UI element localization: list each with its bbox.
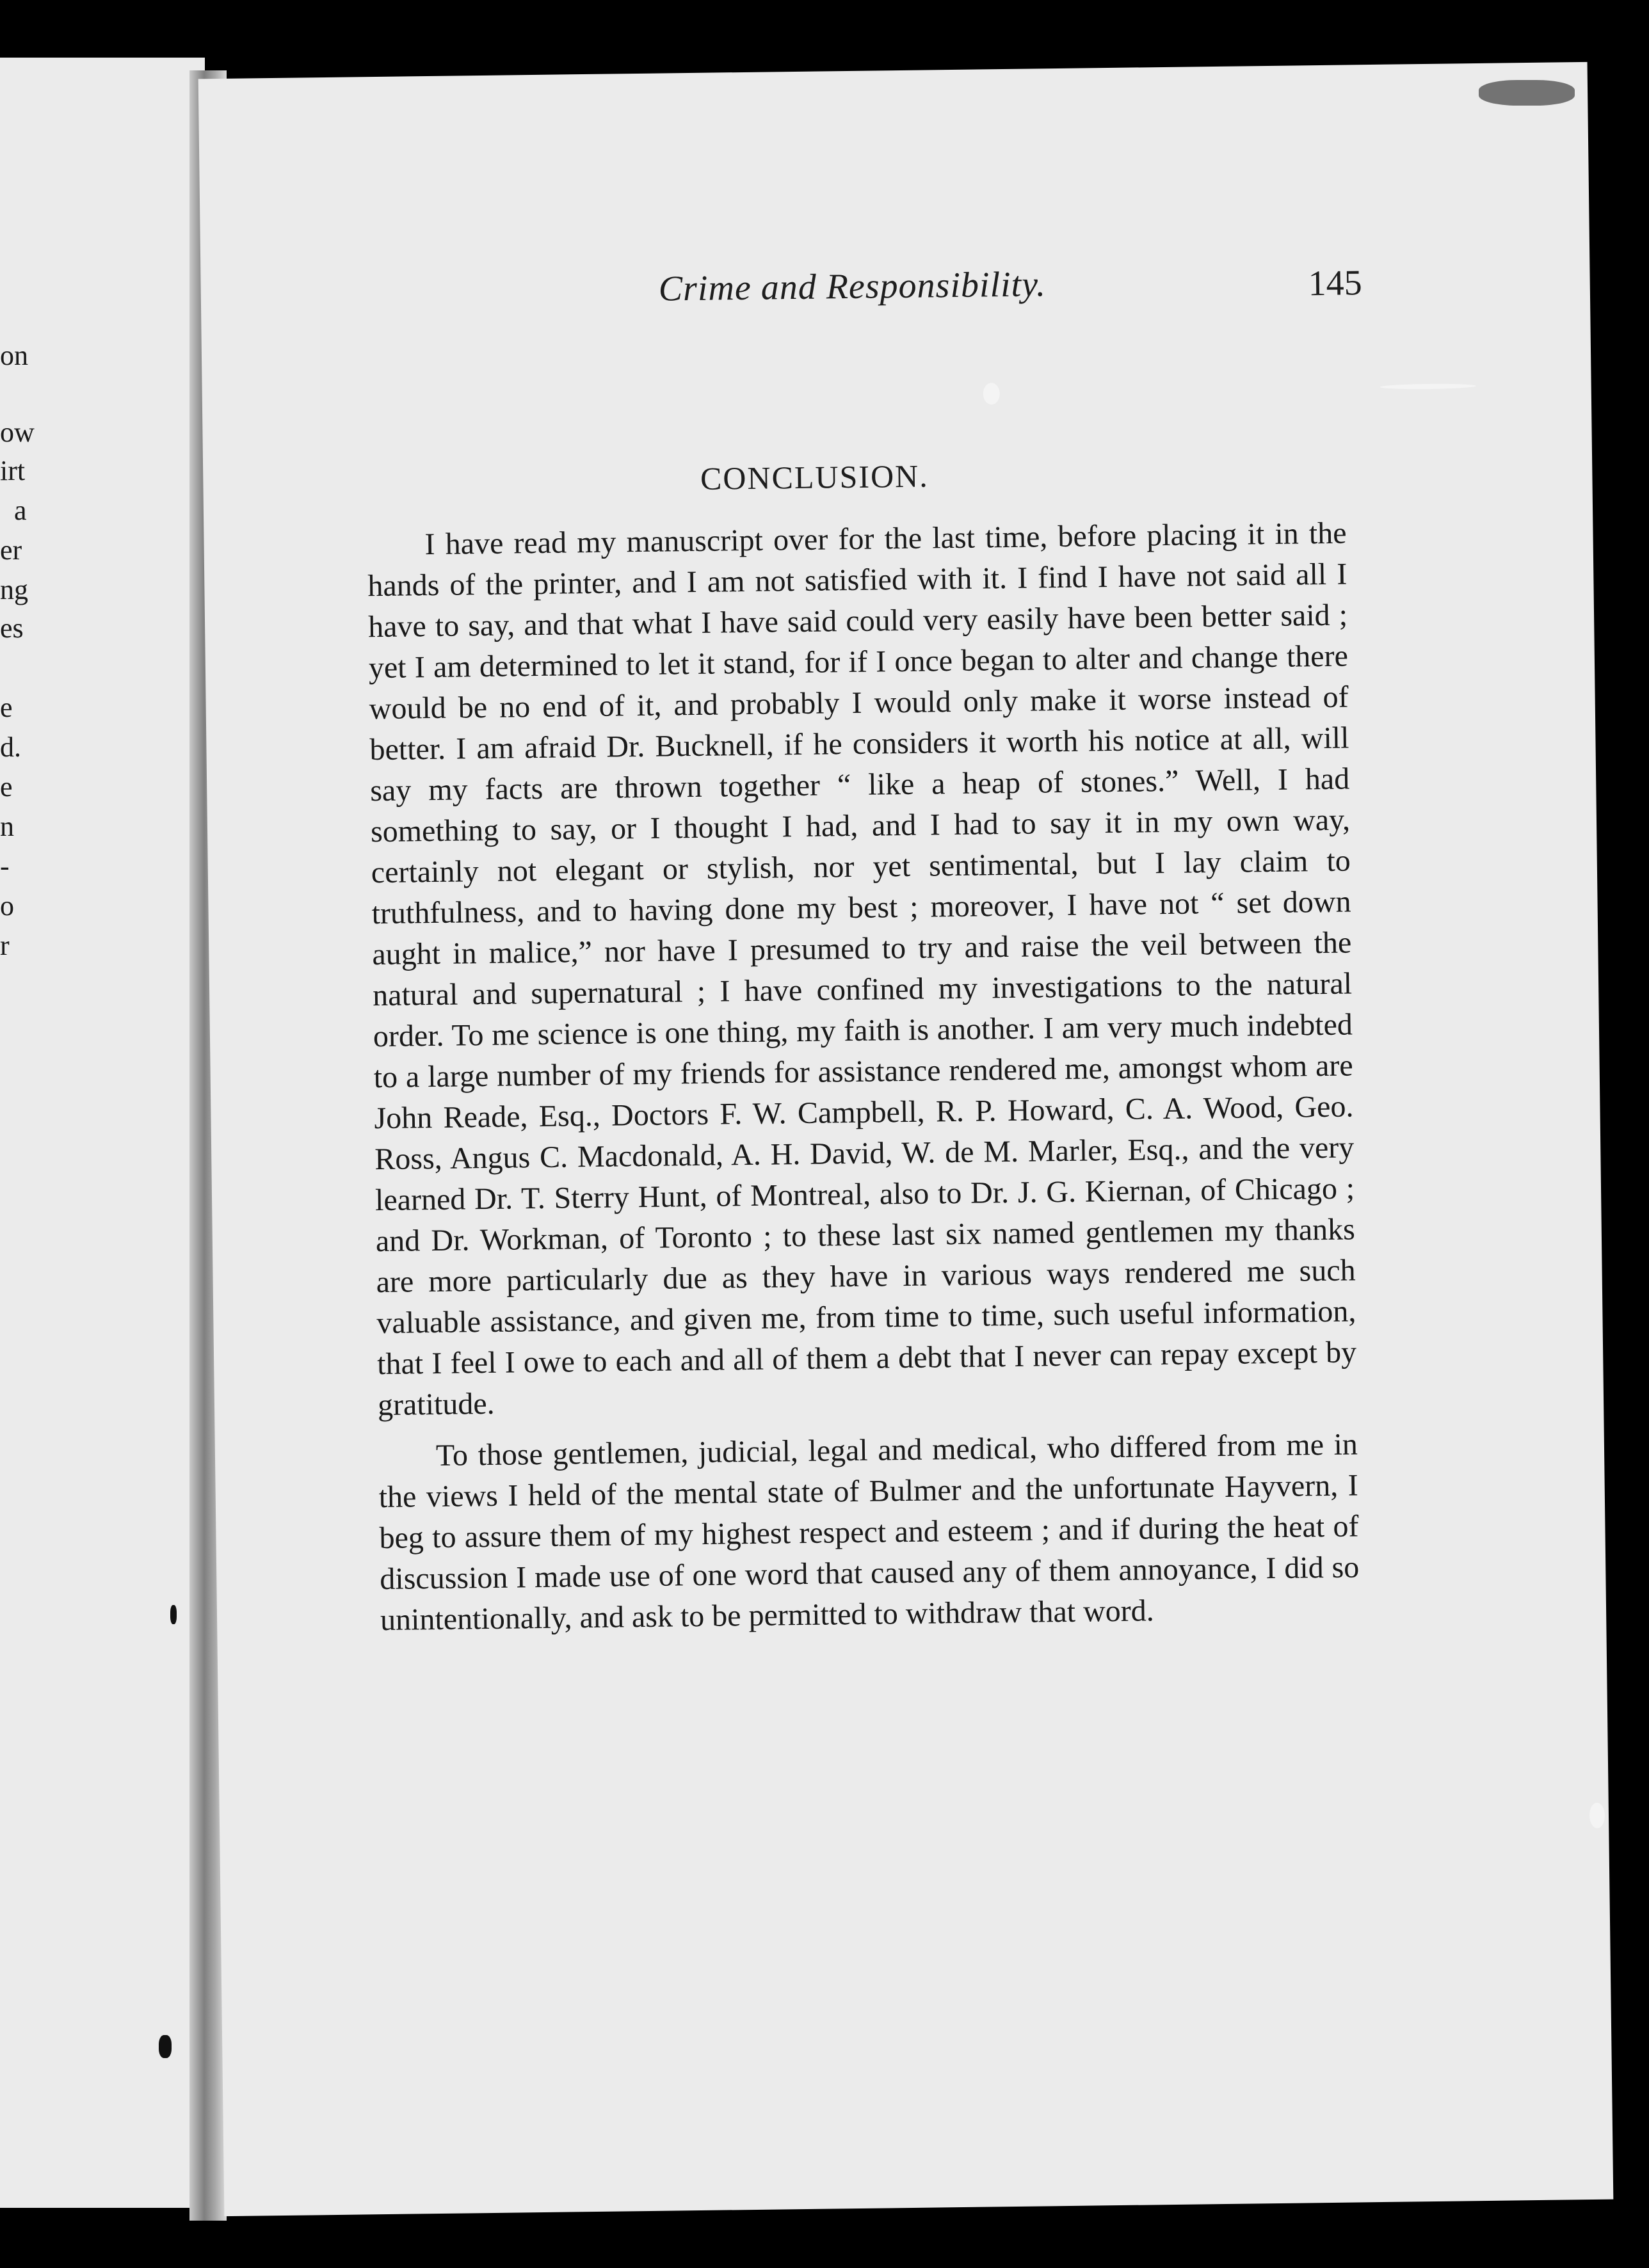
- book-page: [198, 62, 1614, 2216]
- section-heading: CONCLUSION.: [700, 458, 929, 497]
- left-page-fragment: -: [0, 850, 10, 882]
- left-page-fragment: a: [14, 495, 27, 526]
- running-head-title: Crime and Responsibility.: [658, 264, 1047, 309]
- left-page-fragment: r: [0, 930, 10, 961]
- left-page-fragment: es: [0, 612, 24, 644]
- body-text: [367, 513, 1360, 1641]
- binding-mark: [170, 1605, 177, 1624]
- left-page-fragment: on: [0, 340, 28, 371]
- paragraph: To those gentlemen, judicial, legal and medical, who differed from me in the views I held of the mental state of Bulmer and the unfortunate Hayvern, I beg to assure them of my highest respect and esteem ; and if during the heat of discussion I made use of one word that caused any of them annoyance, I did so unintentionally, and ask to be permitted to withdraw that word.: [378, 1427, 1360, 1638]
- paper-speck: [1589, 1803, 1605, 1828]
- binding-mark: [159, 2035, 172, 2058]
- paper-speck: [983, 383, 1000, 404]
- left-page-fragment: e: [0, 692, 13, 723]
- paragraph: I have read my manuscript over for the last time, before placing it in the hands of the printer, and I am not satisfied with it. I find I have not said all I have to say, and that what I have said could very easily have been better said ; yet I am determined to let it stand, for if I once began to alter and change there would be no end of it, and probably I would only make it worse instead of better. I am afraid Dr. Bucknell, if he considers it worth his notice at all, will say my facts are thrown together “ like a heap of stones.” Well, I had something to say, or I thought I had, and I had to say it in my own way, certainly not elegant or stylish, nor yet sentimental, but I lay claim to truthfulness, and to having done my best ; moreover, I have not “ set down aught in malice,” nor have I presumed to try and raise the veil between the natural and supernatural ; I have confined my investigations to the natural order. To me science is one thing, my faith is another. I am very much indebted to a large number of my friends for assistance rendered me, amongst whom are John Reade, Esq., Doctors F. W. Campbell, R. P. Howard, C. A. Wood, Geo. Ross, Angus C. Macdonald, A. H. David, W. de M. Marler, Esq., and the very learned Dr. T. Sterry Hunt, of Montreal, also to Dr. J. G. Kiernan, of Chicago ; and Dr. Workman, of Toronto ; to these last six named gentlemen my thanks are more particularly due as they have in various ways rendered me such valuable assistance, and given me, from time to time, such useful information, that I feel I owe to each and all of them a debt that I never can repay except by gratitude.: [367, 516, 1357, 1423]
- left-page-fragment: er: [0, 534, 22, 566]
- left-page-fragment: n: [0, 811, 14, 842]
- running-head: [200, 257, 1590, 319]
- page-number: 145: [1308, 263, 1363, 304]
- left-page-fragment: ng: [0, 574, 28, 605]
- left-page-fragment: e: [0, 771, 13, 803]
- left-page-fragment: d.: [0, 731, 21, 763]
- left-page-fragment: ow: [0, 417, 35, 448]
- page-stain: [1479, 80, 1575, 106]
- left-facing-page: [0, 58, 205, 2208]
- left-page-fragment: o: [0, 890, 14, 922]
- left-page-fragment: irt: [0, 455, 26, 486]
- paper-speck: [1380, 383, 1476, 390]
